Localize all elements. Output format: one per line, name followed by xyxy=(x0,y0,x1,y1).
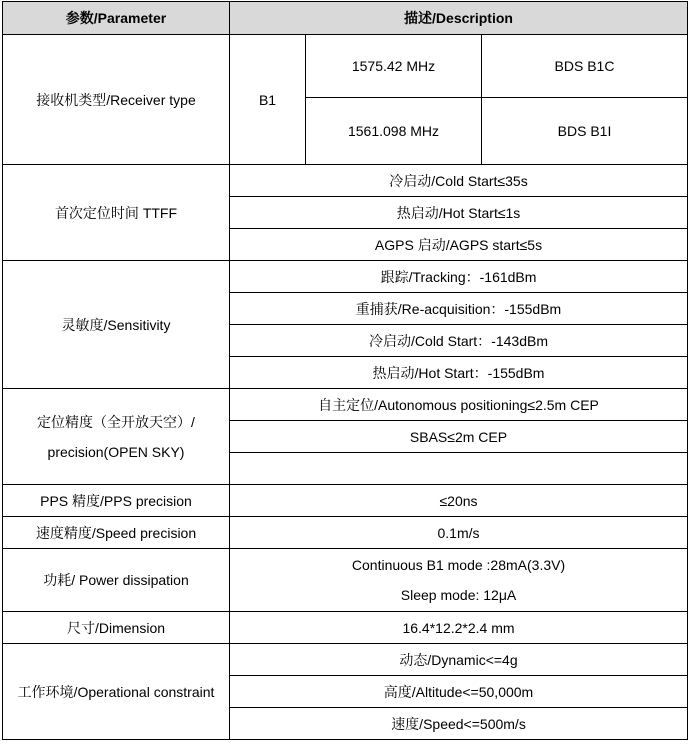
sensitivity-row xyxy=(3,261,688,293)
ttff-row xyxy=(3,165,688,197)
ttff-label: 首次定位时间 TTFF xyxy=(3,165,230,261)
environment-row xyxy=(3,644,688,676)
ttff-value: 热启动/Hot Start≤1s xyxy=(230,197,688,229)
sensitivity-value: 重捕获/Re-acquisition：-155dBm xyxy=(230,293,688,325)
power-value-line: Sleep mode: 12μA xyxy=(400,587,517,603)
dimension-value: 16.4*12.2*2.4 mm xyxy=(230,612,688,644)
receiver-type-row xyxy=(3,35,688,98)
sensitivity-label: 灵敏度/Sensitivity xyxy=(3,261,230,389)
sensitivity-value: 冷启动/Cold Start：-143dBm xyxy=(230,325,688,357)
power-row xyxy=(3,549,688,612)
sensitivity-value: 热启动/Hot Start：-155dBm xyxy=(230,357,688,389)
speed-precision-value: 0.1m/s xyxy=(230,517,688,549)
precision-row xyxy=(3,389,688,421)
precision-label xyxy=(3,389,230,485)
environment-value: 速度/Speed<=500m/s xyxy=(230,708,688,740)
precision-value xyxy=(230,453,688,485)
receiver-frequency: 1561.098 MHz xyxy=(306,98,482,165)
receiver-signal: BDS B1C xyxy=(482,35,688,98)
power-label: 功耗/ Power dissipation xyxy=(3,549,230,612)
speed-precision-label: 速度精度/Speed precision xyxy=(3,517,230,549)
pps-row xyxy=(3,485,688,517)
environment-value: 高度/Altitude<=50,000m xyxy=(230,676,688,708)
sensitivity-value: 跟踪/Tracking：-161dBm xyxy=(230,261,688,293)
header-row xyxy=(3,2,688,35)
dimension-row xyxy=(3,612,688,644)
receiver-frequency: 1575.42 MHz xyxy=(306,35,482,98)
parameter-header: 参数/Parameter xyxy=(3,2,230,35)
precision-label-line: precision(OPEN SKY) xyxy=(47,443,185,460)
precision-value: 自主定位/Autonomous positioning≤2.5m CEP xyxy=(230,389,688,421)
speed-precision-row xyxy=(3,517,688,549)
spec-table xyxy=(2,1,688,740)
receiver-type-label: 接收机类型/Receiver type xyxy=(3,35,230,165)
precision-value: SBAS≤2m CEP xyxy=(230,421,688,453)
receiver-signal: BDS B1I xyxy=(482,98,688,165)
power-value xyxy=(230,549,688,612)
power-value-line: Continuous B1 mode :28mA(3.3V) xyxy=(351,557,566,573)
environment-value: 动态/Dynamic<=4g xyxy=(230,644,688,676)
receiver-band: B1 xyxy=(230,35,306,165)
description-header: 描述/Description xyxy=(230,2,688,35)
ttff-value: AGPS 启动/AGPS start≤5s xyxy=(230,229,688,261)
dimension-label: 尺寸/Dimension xyxy=(3,612,230,644)
ttff-value: 冷启动/Cold Start≤35s xyxy=(230,165,688,197)
pps-label: PPS 精度/PPS precision xyxy=(3,485,230,517)
pps-value: ≤20ns xyxy=(230,485,688,517)
precision-label-line: 定位精度（全开放天空）/ xyxy=(37,413,195,430)
environment-label: 工作环境/Operational constraint xyxy=(3,644,230,740)
